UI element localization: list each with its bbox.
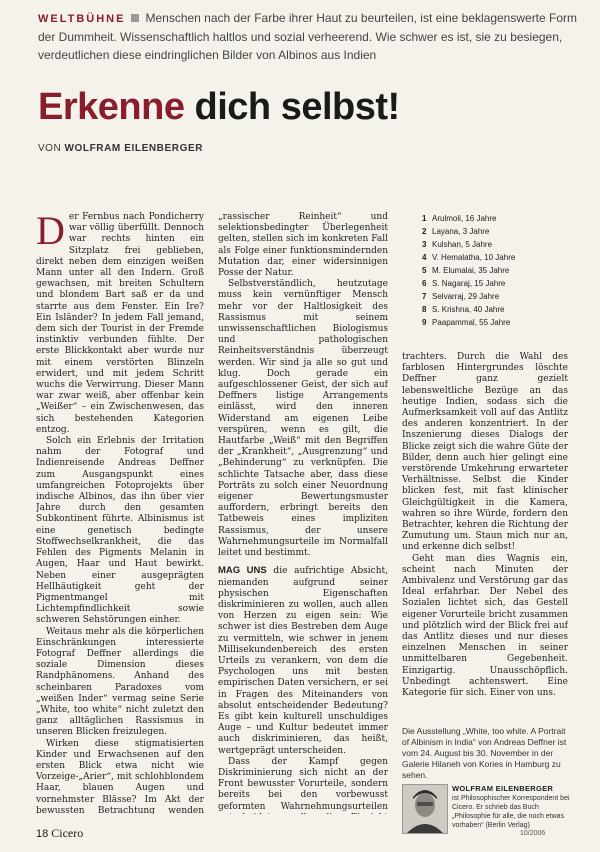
byline-author: WOLFRAM EILENBERGER (64, 143, 204, 154)
section-tag: WELTBÜHNE (38, 13, 126, 25)
exhibition-note: Die Ausstellung „White, too white. A Portrait of Albinism in India“ von Andreas Deffner ist vom 24. August bis 30. November in der Galerie Hilaneh von Kories in Hamburg zu sehen. (402, 726, 567, 780)
author-photo (402, 784, 448, 834)
paragraph-lead: MAG UNS (218, 565, 267, 577)
author-portrait-icon (403, 785, 447, 833)
caption-item: 4 V. Hemalatha, 10 Jahre (422, 253, 516, 262)
article-column-3 (402, 352, 568, 718)
author-bio (402, 784, 570, 848)
paragraph: Solch ein Erlebnis der Irritation nahm der Fotograf und Indienreisende Andreas Deffner zum Ausgangspunkt eines umfangreichen Fotoprojekts über indische Albinos, das ihn über vier Jahre durch den gesamten Subkontinent führte. Albinismus ist eine genetisch bedingte Stoffwechselkrankheit, die das Fehlen des Pigments Melanin in Augen, Haar und Haut bewirkt. Neben einer ausgeprägten Hellhäutigkeit geht der Pigmentmangel mit Lichtempfindlichkeit sowie schweren Sehstörungen einher. (36, 436, 204, 626)
paragraph: MAG UNS die aufrichtige Absicht, niemanden aufgrund seiner physischen Eigenschaften diskriminieren zu wollen, auch allen von Herzen zu eigen sein: Wie schwer ist dies Bestreben dem Auge zu vermitteln, wie schwer in jenem Millisekundenbereich des ersten Urteils zu verankern, von dem die Psychologen uns mit besten empirischen Daten versichern, er sei in Fragen des Miteinanders von absolut entscheidender Bedeutung? Es gibt kein kulturell unschuldiges Auge – und Kultur bedeutet immer auch diskriminieren, das heißt, wertgeprägt unterscheiden. (218, 565, 388, 756)
caption-item: 3 Kulshan, 5 Jahre (422, 240, 493, 249)
paragraph: Selbstverständlich, heutzutage muss kein vernünftiger Mensch mehr vor der Haltlosigkeit des Rassismus mit seinem unwissenschaftlichen Biologismus und pathologischen Reinheitsverständnis überzeugt werden. Wir sind ja alle so gut und klug. Doch gerade ein aufgeschlossener Geist, der sich auf Deffners listige Arrangements einlässt, wird den inneren Widerstand am eigenen Leibe verspüren, wenn es gilt, die Hautfarbe „Weiß“ mit den Begriffen der „Krankheit“, „Ausgrenzung“ und „Behinderung“ zu verknüpfen. Die schlichte Tatsache aber, dass diese Porträts zu solch einer Neuordnung eigener Bewertungsmuster auffordern, erbringt bereits den Tatbeweis eines impliziten Rassismus, der unsere Wahrnehmungsurteile im Normalfall leitet und bestimmt. (218, 279, 388, 559)
article-column-1 (36, 212, 204, 814)
byline: VON WOLFRAM EILENBERGER (38, 143, 204, 154)
author-name: WOLFRAM EILENBERGER (452, 784, 554, 793)
kicker-text: Menschen nach der Farbe ihrer Haut zu beurteilen, ist eine beklagenswerte Form der Dummheit. Wissenschaftlich haltlos und sozial verheerend. Wie schwer es ist, sie zu besiegen, verdeutlichen diese eindringlichen Bilder von Albinos aus Indien (38, 11, 578, 62)
paragraph: „rassischer Reinheit“ und selektionsbedingter Überlegenheit gelten, stellen sich im konkreten Fall als Folge einer funktionsmindernden Mutation dar, einer widersinnigen Posse der Natur. (218, 212, 388, 279)
square-bullet-icon (131, 14, 139, 22)
headline-rest: dich selbst! (184, 86, 400, 128)
paragraph: Wirken diese stigmatisierten Kinder und Erwachsenen auf den ersten Blick etwa nicht wie Vorzeige-„Arier“, mit schlohblondem Haar, blauen Augen und vornehmster Blässe? Im Akt der bewussten Betrachtung wenden (36, 738, 204, 814)
caption-item: 7 Selvarraj, 29 Jahre (422, 292, 500, 301)
caption-item: 2 Layana, 3 Jahre (422, 227, 490, 236)
paragraph: Weitaus mehr als die körperlichen Einschränkungen interessierte Fotograf Deffner allerdings die soziale Dimension dieses Randphänomens. Anhand des scheinbaren Paradoxes vom „weißen Inder“ vermag seine Serie „White, too white“ nicht zuletzt den ganz alltäglichen Rassismus in unseren Blicken freizulegen. (36, 626, 204, 738)
magazine-name: Cicero (51, 826, 84, 840)
drop-cap: D (36, 212, 65, 253)
paragraph: trachters. Durch die Wahl des farblosen Hintergrundes löschte Deffner ganz gezielt lebensweltliche Bezüge an das heutige Indien, sodass sich die Aufmerksamkeit voll auf das Antlitz des anderen konzentriert. In der Inszenierung dieses Dialogs der Blicke zeigt sich die wahre Güte der Bilder, denn auch hier gelingt eine verstörende Umkehrung erwarteter Verhältnisse. Selbst die Kinder blicken fest, mit fast klinischer Gleichgültigkeit in die Kamera, wahren so ihre Würde, fordern den Betrachter, kehren die Richtung der Zumutung um. Staun mich nur an, und erkenne dich selbst! (402, 352, 568, 553)
paragraph: Der Fernbus nach Pondicherry war völlig überfüllt. Dennoch war rechts hinten ein Sitzplatz frei geblieben, direkt neben dem einzigen weißen Mann unter all den Indern. Groß gewachsen, mit breiten Schultern und blondem Bart saß er da und starrte aus dem Fenster. Ein Ire? Ein Isländer? In jedem Fall jemand, dem sich der Tourist in der Fremde instinktiv verbunden fühlte. Der erste Blickkontakt aber wurde nur mit einem verstörten Blinzeln erwidert, und mit jedem Schritt wuchs die Verwirrung. Dieser Mann war zwar weiß, aber offenbar kein „Weißer“ – ein Zwischenwesen, das sich bestehenden Kategorien entzog. (36, 212, 204, 435)
article-column-2 (218, 212, 388, 814)
caption-item: 5 M. Elumalai, 35 Jahre (422, 266, 510, 275)
page-folio (36, 826, 83, 841)
paragraph: Dass der Kampf gegen Diskriminierung sich nicht an der Front bewusster Vorurteile, sondern bereits bei den vorbewusst geformten Wahrnehmungsurteilen (218, 756, 388, 812)
headline (38, 84, 400, 130)
page-number: 18 (36, 828, 49, 840)
author-bio-text: WOLFRAM EILENBERGER ist Philosophischer Korrespondent bei Cicero. Er schrieb das Buch „Philosophie für alle, die noch etwas vorhaben“ (Berlin Verlag) (452, 784, 570, 829)
caption-item: 8 S. Krishna, 40 Jahre (422, 305, 505, 314)
photo-caption-list (422, 212, 572, 329)
caption-item: 6 S. Nagaraj, 15 Jahre (422, 279, 506, 288)
kicker (38, 9, 578, 64)
issue-date: 10/2006 (520, 830, 546, 837)
caption-item: 9 Paapammal, 55 Jahre (422, 318, 511, 327)
paragraph: Geht man dies Wagnis ein, scheint nach Minuten der Ambivalenz und Verstörung gar das Ideal erfahrbar. Der Nebel des Sozialen lichtet sich, das Gestell eigener Vorurteile bricht zusammen und plötzlich wird der Blick frei auf das Antlitz dieses und nur dieses einzelnen Menschen in seiner unmittelbaren Gegebenheit. Einzigartig. Unausschöpflich. Unbedingt achtenswert. Eine Kategorie für sich. Einer von uns. (402, 553, 568, 699)
headline-accent: Erkenne (38, 86, 185, 128)
caption-item: 1 Arulmoli, 16 Jahre (422, 214, 497, 223)
